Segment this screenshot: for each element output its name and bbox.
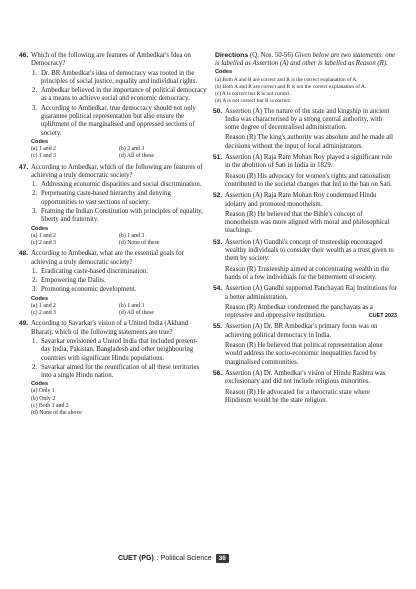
statement-text: According to Ambedkar, true democracy should not only guarantee political representation but also ensure the upliftment of the marginalised and oppressed sections of society.	[41, 104, 196, 137]
answer-options	[215, 77, 397, 104]
question-stem: According to Savarkar's vision of a United India (Akhand Bharat), which of the following statements are true?	[31, 320, 189, 336]
reason-text: Reason (R) Trusteeship aimed at concentrating wealth in the hands of a few individuals for the betterment of society.	[225, 265, 390, 281]
question-48	[21, 250, 207, 317]
reason-text: Reason (R) The king's authority was absolute and he made all decisions without the input of local administrators.	[225, 134, 393, 150]
reason-text: Reason (R) He believed that political representation alone would address the socio-economic inequalities faced by marginalised communities.	[225, 342, 383, 366]
question-number: 51.	[213, 154, 223, 162]
statement-list	[31, 181, 207, 224]
statement-text: Promoting economic development.	[41, 286, 137, 294]
assertion-text: Assertion (A) Gandhi's concept of trusteeship encouraged wealthy individuals to consider their wealth as a trust given to them by society.	[225, 238, 394, 263]
right-column	[215, 52, 397, 408]
directions-range: (Q. Nos. 50-56)	[249, 52, 293, 59]
question-number: 54.	[213, 285, 223, 293]
reason-text: Reason (R) Ambedkar condemned the panchayats as a repressive and oppressive institution.	[225, 303, 373, 320]
statement-number: 1.	[32, 181, 38, 189]
directions-block	[215, 52, 397, 105]
question-50	[215, 108, 397, 151]
option-c: (c) 1 and 3	[31, 153, 56, 160]
question-stem: Which of the following are features of Ambedkar's Idea on Democracy?	[31, 52, 191, 68]
option-a: (a) 1 and 2	[31, 232, 56, 239]
exam-tag: CUET 2023	[368, 313, 397, 320]
reason-text: Reason (R) He believed that the Bible's concept of monotheism was more aligned with moral and philosophical teachings.	[225, 210, 390, 235]
statement-number: 2.	[32, 190, 38, 198]
question-number: 52.	[213, 192, 223, 200]
statement-text: Addressing economic disparities and social discrimination.	[41, 181, 202, 189]
statement-number: 2.	[32, 87, 38, 95]
option-d: (d) None of these	[119, 239, 160, 246]
statement-number: 1.	[32, 337, 38, 345]
codes-heading: Codes	[215, 69, 233, 76]
question-46	[21, 52, 207, 161]
assertion-text: Assertion (A) Raja Ram Mohan Roy played a significant role in the abolition of Sati in India in 1829.	[225, 154, 393, 170]
assertion-text: Assertion (A) Gandhi supported Panchayati Raj Institutions for a better administration.	[225, 285, 397, 301]
statement-list	[31, 338, 207, 380]
question-stem: According to Ambedkar, which of the following are features of achieving a truly democratic society?	[31, 163, 203, 179]
question-54	[215, 285, 397, 320]
option-c: (c) Both 1 and 2	[31, 402, 69, 409]
option-c: (c) A is correct but R is not correct.	[215, 91, 291, 97]
codes-heading: Codes	[31, 225, 49, 232]
answer-options	[31, 146, 207, 161]
option-d: (d) None of the above	[31, 410, 82, 417]
statement-number: 1.	[32, 267, 38, 275]
question-49	[21, 320, 207, 417]
assertion-text: Assertion (A) Dr. BR Ambedkar's primary focus was on achieving political democracy in India.	[225, 323, 378, 339]
option-b: (b) Both A and R are correct and R is not the correct explanation of A.	[215, 84, 367, 91]
statement-number: 2.	[32, 277, 38, 285]
question-number: 49.	[19, 320, 29, 328]
statement-text: Framing the Indian Constitution with principles of equality, liberty and fraternity.	[41, 208, 203, 224]
option-a: (a) Both A and R are correct and R is the correct explanation of A.	[215, 77, 358, 84]
statement-item	[31, 181, 207, 189]
option-c: (c) 2 and 3	[31, 310, 56, 317]
question-56	[215, 370, 397, 405]
statement-item	[31, 286, 207, 294]
directions-label: Directions	[215, 52, 249, 59]
statement-text: Perpetuating caste-based hierarchy and denying opportunities to vast sections of society.	[41, 190, 171, 206]
statement-item	[31, 87, 207, 104]
statement-text: Ambedkar believed in the importance of political democracy as a means to achieve social and economic democracy.	[41, 87, 207, 103]
option-b: (b) 1 and 3	[119, 302, 145, 309]
option-c: (c) 2 and 3	[31, 239, 56, 246]
codes-heading: Codes	[31, 295, 49, 302]
question-51	[215, 154, 397, 189]
question-number: 56.	[213, 369, 223, 377]
statement-text: Savarkar envisioned a United India that included present-day India, Pakistan, Bangladesh and other neighbouring countries with significant Hindu populations.	[41, 337, 198, 362]
statement-list	[31, 268, 207, 295]
option-a: (a) 1 and 2	[31, 302, 56, 309]
page-footer	[118, 552, 298, 564]
option-a: (a) Only 1	[31, 388, 55, 395]
statement-item	[31, 70, 207, 87]
question-stem: According to Ambedkar, what are the essential goals for achieving a truly democratic society?	[31, 250, 184, 266]
question-number: 48.	[19, 250, 29, 258]
question-number: 50.	[213, 107, 223, 115]
statement-text: Dr. BR Ambedkar's idea of democracy was rooted in the principles of social justice, equality and individual rights.	[41, 69, 198, 85]
footer-brand: CUET (PG)	[118, 554, 154, 562]
directions-text: Given below are two statements: one is labelled as Assertion (A) and other is labelled as Reason (R).	[215, 52, 396, 68]
statement-item	[31, 364, 207, 381]
statement-item	[31, 105, 207, 138]
option-b: (b) Only 2	[31, 395, 56, 402]
statement-item	[31, 190, 207, 207]
statement-number: 3.	[32, 208, 38, 216]
codes-heading: Codes	[31, 138, 49, 145]
answer-options	[31, 233, 207, 248]
statement-number: 2.	[32, 363, 38, 371]
answer-options	[31, 388, 207, 417]
footer-subject: : Political Science	[156, 554, 212, 562]
question-number: 53.	[213, 238, 223, 246]
statement-item	[31, 338, 207, 363]
left-column	[21, 52, 207, 421]
assertion-text: Assertion (A) Dr. Ambedkar's vision of Hindu Rashtra was exclusionary and did not include religious minorities.	[225, 369, 386, 386]
statement-text: Eradicating caste-based discrimination.	[41, 267, 149, 275]
statement-text: Savarkar aimed for the reunification of all these territories into a single Hindu nation.	[41, 363, 200, 380]
question-47	[21, 164, 207, 248]
statement-item	[31, 277, 207, 285]
option-d: (d) All of these	[119, 153, 154, 160]
statement-list	[31, 70, 207, 138]
statement-number: 1.	[32, 69, 38, 77]
option-d: (d) All of these	[119, 310, 154, 317]
statement-item	[31, 208, 207, 225]
reason-text: Reason (R) He advocated for a theocratic state where Hinduism would be the state religion.	[225, 388, 370, 404]
option-d: (d) A is not correct but R is correct.	[215, 97, 292, 104]
answer-options	[31, 303, 207, 318]
assertion-text: Assertion (A) The nature of the state and kingship in ancient India was characterised by a strong central authority, with some degree of decentralised administration.	[225, 107, 390, 132]
question-number: 47.	[19, 163, 29, 171]
question-52	[215, 192, 397, 235]
question-number: 55.	[213, 323, 223, 331]
statement-text: Empowering the Dalits.	[41, 277, 106, 285]
reason-block	[225, 304, 397, 321]
page-number: 36	[216, 554, 229, 563]
option-b: (b) 1 and 3	[119, 232, 145, 239]
statement-item	[31, 268, 207, 276]
option-b: (b) 2 and 3	[119, 145, 145, 152]
statement-number: 3.	[32, 104, 38, 112]
question-55	[215, 323, 397, 366]
assertion-text: Assertion (A) Raja Ram Mohan Roy condemned Hindu idolatry and promoted monotheism.	[225, 192, 377, 208]
codes-heading: Codes	[31, 381, 49, 388]
question-53	[215, 239, 397, 282]
statement-number: 3.	[32, 286, 38, 294]
reason-text: Reason (R) His advocacy for women's rights and rationalism contributed to the societal changes that led to the ban on Sati.	[225, 172, 392, 188]
question-number: 46.	[19, 52, 29, 59]
option-a: (a) 1 and 2	[31, 145, 56, 152]
